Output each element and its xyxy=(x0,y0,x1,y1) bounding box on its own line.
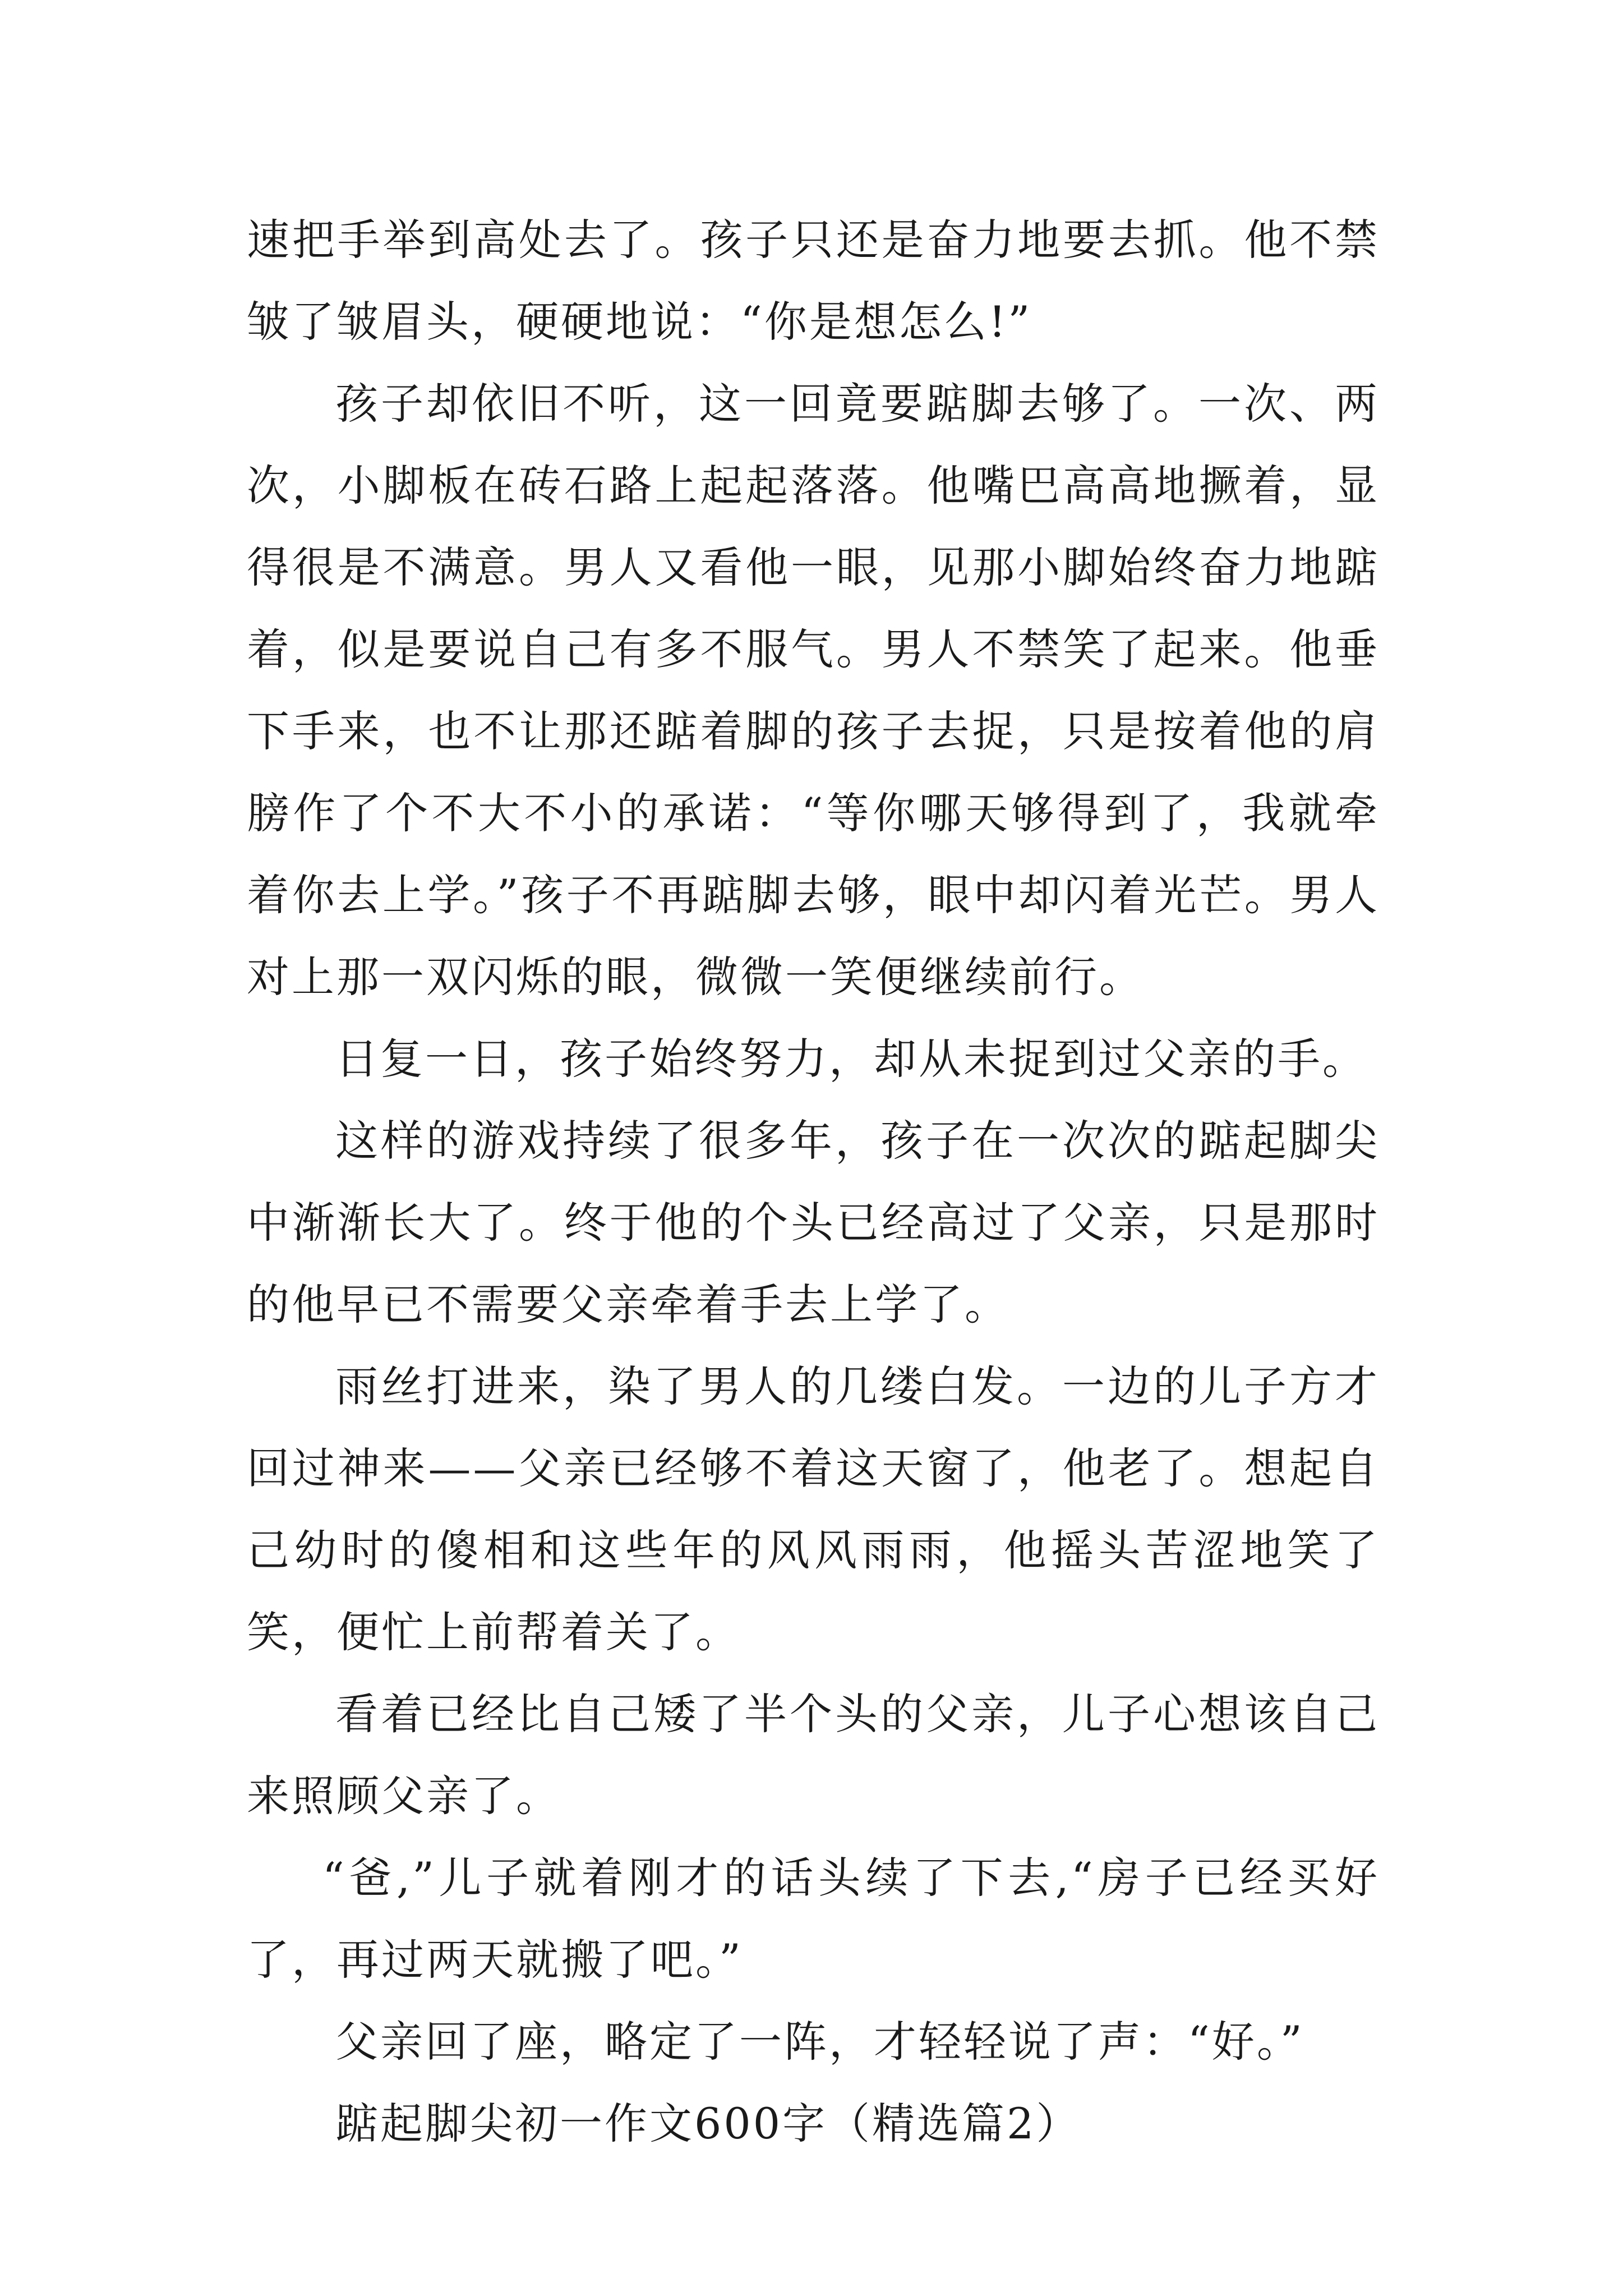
paragraph-8: 父亲回了座，略定了一阵，才轻轻说了声：“好。” xyxy=(335,2017,1304,2067)
paragraph-4: 这样的游戏持续了很多年，孩子在一次次的踮起脚尖中渐渐长大了。终于他的个头已经高过了父亲，只是那时的他早已不需要父亲牵着手去上学了。 xyxy=(247,1116,1380,1329)
body-text xyxy=(247,199,1380,2165)
paragraph-1: 速把手举到高处去了。孩子只还是奋力地要去抓。他不禁皱了皱眉头，硬硬地说：“你是想怎么!” xyxy=(247,215,1380,347)
paragraph-6: 看着已经比自己矮了半个头的父亲，儿子心想该自己来照顾父亲了。 xyxy=(247,1689,1380,1821)
paragraph-3: 日复一日，孩子始终努力，却从未捉到过父亲的手。 xyxy=(335,1034,1367,1084)
paragraph-5: 雨丝打进来，染了男人的几缕白发。一边的儿子方才回过神来——父亲已经够不着这天窗了，他老了。想起自己幼时的傻相和这些年的风风雨雨，他摇头苦涩地笑了笑，便忙上前帮着关了。 xyxy=(247,1361,1380,1657)
paragraph-2: 孩子却依旧不听，这一回竟要踮脚去够了。一次、两次，小脚板在砖石路上起起落落。他嘴巴高高地撅着，显得很是不满意。男人又看他一眼，见那小脚始终奋力地踮着，似是要说自己有多不服气。男人不禁笑了起来。他垂下手来，也不让那还踮着脚的孩子去捉，只是按着他的肩膀作了个不大不小的承诺：“等你哪天够得到了，我就牵着你去上学。”孩子不再踮脚去够，眼中却闪着光芒。男人对上那一双闪烁的眼，微微一笑便继续前行。 xyxy=(247,379,1380,1002)
section-heading: 踮起脚尖初一作文600字（精选篇2） xyxy=(335,2099,1081,2148)
paragraph-7: “爸,”儿子就着刚才的话头续了下去,“房子已经买好了，再过两天就搬了吧。” xyxy=(247,1853,1380,1985)
